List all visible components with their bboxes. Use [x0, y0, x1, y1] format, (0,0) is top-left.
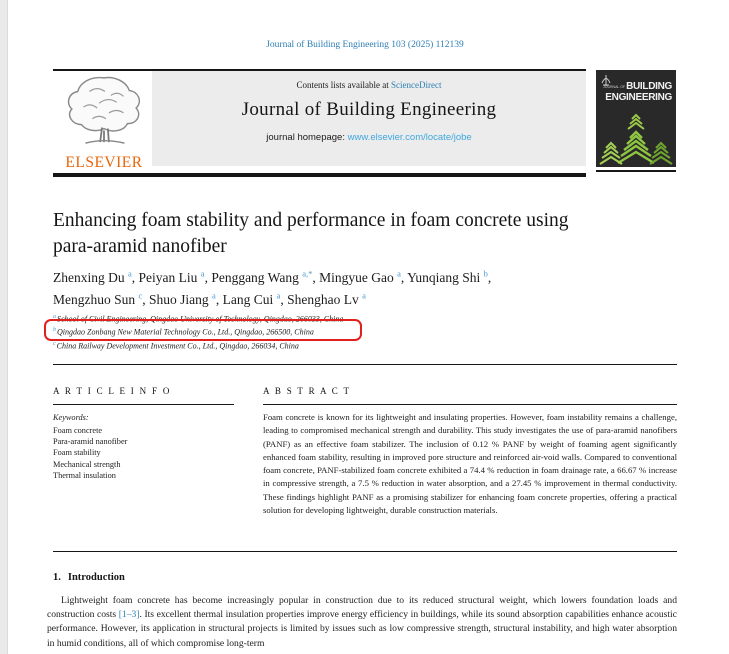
homepage-prefix: journal homepage:	[266, 132, 348, 143]
author: Mingyue Gao $^a$,	[319, 268, 408, 285]
elsevier-tree-icon	[60, 74, 148, 148]
keywords-list	[53, 425, 127, 481]
keywords-label: Keywords:	[53, 413, 89, 422]
article-info-heading: A R T I C L E I N F O	[53, 386, 172, 396]
author-affil-sup[interactable]: c	[138, 290, 143, 301]
reference-link[interactable]: [1–3]	[118, 609, 140, 621]
author-affil-sup[interactable]: a	[212, 290, 216, 301]
abstract-bottom-rule	[53, 551, 677, 552]
affiliation-a: $^a$School of Civil Engineering, Qingdao University of Technology, Qingdao, 266033, China	[53, 314, 344, 324]
author: Lang Cui $^a$,	[222, 290, 288, 307]
author-affil-sup[interactable]: a	[397, 268, 401, 278]
contents-prefix: Contents lists available at	[296, 80, 391, 90]
cover-title-line1: BUILDING	[626, 81, 672, 92]
author-affil-sup[interactable]: a	[128, 268, 132, 278]
page-edge	[0, 0, 8, 654]
cover-title	[603, 82, 672, 102]
keyword-item: Foam concrete	[53, 426, 103, 435]
article-info-rule	[53, 404, 234, 405]
author-affil-sup[interactable]: a	[362, 290, 366, 301]
cover-title-line2: ENGINEERING	[605, 91, 672, 103]
author: Yunqiang Shi $^b$,	[407, 268, 492, 285]
author: Shenghao Lv $^a$	[287, 290, 366, 307]
abstract-heading: A B S T R A C T	[263, 386, 351, 396]
homepage-link[interactable]: www.elsevier.com/locate/jobe	[347, 132, 472, 143]
journal-title: Journal of Building Engineering	[241, 99, 497, 120]
section-divider-rule	[53, 364, 677, 365]
masthead-bottom-rule	[53, 173, 586, 177]
author: Mengzhuo Sun $^c$,	[53, 290, 150, 307]
author: Shuo Jiang $^a$,	[149, 290, 223, 307]
abstract-rule	[263, 404, 677, 405]
journal-masthead-banner	[152, 71, 586, 166]
affiliation-c: $^c$China Railway Development Investment Co., Ltd., Qingdao, 266034, China	[53, 340, 299, 351]
keyword-item: Foam stability	[53, 448, 101, 458]
author-affil-sup[interactable]: a,*	[302, 268, 313, 278]
author-affil-sup[interactable]: b	[483, 268, 488, 278]
affiliation-b: $^b$Qingdao Zonbang New Material Technology Co., Ltd., Qingdao, 266500, China	[53, 327, 314, 337]
annotation-highlight-box	[44, 319, 362, 341]
author: Zhenxing Du $^a$,	[53, 268, 139, 285]
introduction-paragraph: Lightweight foam concrete has become increasingly popular in construction due to its reduced structural weight, which lowers foundation loads and construction costs [1–3]. Its excellent thermal insulation properties improve energy efficiency in buildings, while its sound absorption capabilities enhance acoustic performance. However, its application in structural projects is limited by issues such as low compressive strength, structural instability, and high water absorption in humid conditions, all of which compromise long-term	[47, 595, 677, 649]
keyword-item: Para-aramid nanofiber	[53, 437, 128, 447]
author: Peiyan Liu $^a$,	[138, 268, 212, 285]
sciencedirect-link[interactable]: ScienceDirect	[391, 80, 442, 90]
cover-journal-of: JOURNAL OF	[603, 85, 626, 89]
elsevier-wordmark: ELSEVIER	[65, 154, 143, 171]
elsevier-logo[interactable]	[57, 74, 151, 172]
journal-citation: Journal of Building Engineering 103 (2025) 112139	[266, 40, 464, 50]
homepage-line	[152, 132, 586, 143]
author-affil-sup[interactable]: a	[276, 290, 281, 301]
cover-bottom-rule	[596, 170, 676, 172]
article-title	[53, 208, 663, 260]
author-list	[53, 264, 675, 309]
keyword-item: Mechanical strength	[53, 459, 121, 469]
author-affil-sup[interactable]: a	[200, 268, 205, 278]
article-title-line2: para-aramid nanofiber	[53, 236, 227, 257]
abstract-text: Foam concrete is known for its lightweight and insulating properties. However, foam instability remains a challenge, leading to compromised mechanical strength and durability. This study investigates the use of para-aramid nanofibers (PANF) as an effective foam stabilizer. The inclusion of 0.12 % PANF by weight of foaming agent significantly enhanced foam stability, resulting in improved pore structure and reinforced air-void walls. Compared to conventional foam concrete, PANF-stabilized foam concrete exhibited a 74.4 % reduction in foam drainage rate, a 66.67 % increase in compressive strength, a 7.5 % reduction in water absorption, and a 27.45 % improvement in thermal conductivity. These findings highlight PANF as a promising stabilizer for enhancing foam concrete properties, offering a practical solution for developing lightweight, durable construction materials.	[263, 412, 677, 516]
author: Penggang Wang $^{a,*}$,	[211, 268, 320, 285]
article-title-line1: Enhancing foam stability and performance in foam concrete using	[53, 210, 569, 231]
introduction-heading: 1. Introduction	[53, 572, 125, 583]
contents-line	[152, 80, 586, 90]
keyword-item: Thermal insulation	[53, 470, 116, 480]
journal-cover-thumbnail[interactable]	[596, 70, 676, 167]
cover-trees-icon	[596, 107, 676, 165]
